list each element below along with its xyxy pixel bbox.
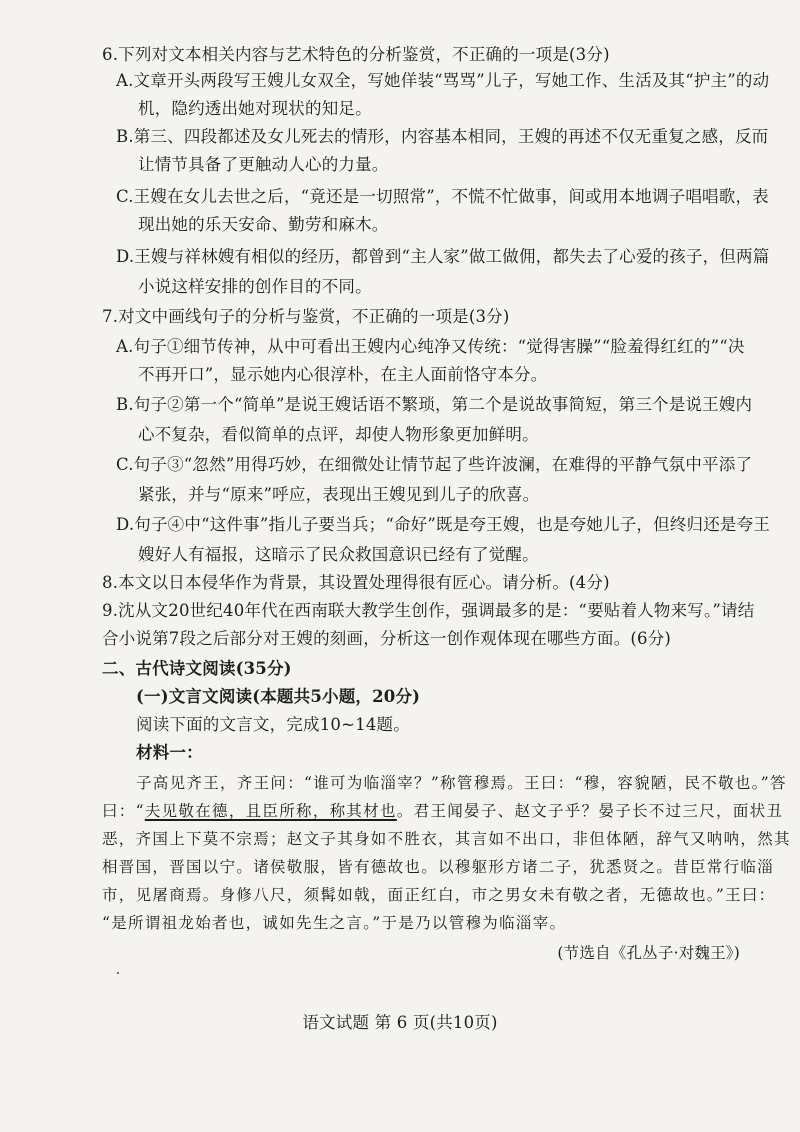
question-6-option-d-cont: 小说这样安排的创作目的不同。 [138,277,372,296]
classical-text-line: 恶，齐国上下莫不宗焉；赵文子其身如不胜衣，其言如不出口，非但体陋，辞气又呐呐，然其 [102,830,791,848]
classical-text-line: 市，见屠商焉。身修八尺，须髯如戟，面正红白，市之男女未有敬之者，无德故也。”王曰： [102,886,776,904]
question-6-option-c-cont: 现出她的乐天安命、勤劳和麻木。 [138,215,389,234]
classical-text-line [102,800,783,822]
classical-text-line: 子高见齐王，齐王问：“谁可为临淄宰？”称管穆焉。王曰：“穆，容貌陋，民不敬也。”答 [136,774,787,792]
question-6-option-a: A.文章开头两段写王嫂儿女双全，写她佯装“骂骂”儿子，写她工作、生活及其“护主”的动 [116,71,770,90]
classical-text-segment: 。君王闻晏子、赵文子乎？晏子长不过三尺，面状丑 [396,802,784,820]
classical-text-segment: 曰：“ [102,802,145,820]
question-6-stem: 6.下列对文本相关内容与艺术特色的分析鉴赏，不正确的一项是(3分) [102,45,610,64]
question-9: 9.沈从文20世纪40年代在西南联大教学生创作，强调最多的是：“要贴着人物来写。”请结 [102,601,755,620]
reading-instruction: 阅读下面的文言文，完成10~14题。 [136,715,410,734]
page-footer: 语文试题 第 6 页(共10页) [302,1013,498,1032]
question-6-option-d: D.王嫂与祥林嫂有相似的经历，都曾到“主人家”做工做佣，都失去了心爱的孩子，但两篇 [116,247,770,266]
classical-text-line: 相晋国，晋国以宁。诸侯敬服，皆有德故也。以穆躯形方诸二子，犹悉贤之。昔臣常行临淄 [102,858,775,876]
question-7-option-b-cont: 心不复杂，看似简单的点评，却使人物形象更加鲜明。 [138,425,539,444]
question-7-option-d-cont: 嫂好人有福报，这暗示了民众救国意识已经有了觉醒。 [138,545,539,564]
question-6-option-b: B.第三、四段都述及女儿死去的情形，内容基本相同，王嫂的再述不仅无重复之感，反而 [116,127,769,146]
question-7-stem: 7.对文中画线句子的分析与鉴赏，不正确的一项是(3分) [102,307,510,326]
question-6-option-b-cont: 让情节具备了更触动人心的力量。 [138,155,389,174]
material-label: 材料一： [136,743,203,762]
question-8: 8.本文以日本侵华作为背景，其设置处理得很有匠心。请分析。(4分) [102,573,610,592]
question-7-option-c: C.句子③“忽然”用得巧妙，在细微处让情节起了些许波澜，在难得的平静气氛中平添了 [116,455,753,474]
source-citation: (节选自《孔丛子·对魏王》) [557,944,740,962]
question-6-option-c: C.王嫂在女儿去世之后，“竟还是一切照常”，不慌不忙做事，间或用本地调子唱唱歌，表 [116,187,769,206]
question-7-option-d: D.句子④中“这件事”指儿子要当兵；“命好”既是夸王嫂，也是夸她儿子，但终归还是夸王 [116,515,771,534]
question-7-option-a: A.句子①细节传神，从中可看出王嫂内心纯净又传统：“觉得害臊”“脸羞得红红的”“决 [116,337,745,356]
scan-speck [117,972,119,974]
subsection-heading: (一)文言文阅读(本题共5小题，20分) [136,687,421,706]
section-heading: 二、古代诗文阅读(35分) [102,659,292,678]
question-7-option-b: B.句子②第一个“简单”是说王嫂话语不繁琐，第二个是说故事简短，第三个是说王嫂内 [116,395,753,414]
question-7-option-a-cont: 不再开口”，显示她内心很淳朴，在主人面前恪守本分。 [138,365,548,384]
question-6-option-a-cont: 机，隐约透出她对现状的知足。 [138,99,372,118]
underlined-sentence: 夫见敬在德，且臣所称，称其材也 [144,802,397,820]
question-9-cont: 合小说第7段之后部分对王嫂的刻画，分析这一创作观体现在哪些方面。(6分) [102,629,672,648]
question-7-option-c-cont: 紧张，并与“原来”呼应，表现出王嫂见到儿子的欣喜。 [138,485,540,504]
classical-text-line: “是所谓祖龙始者也，诚如先生之言。”于是乃以管穆为临淄宰。 [102,914,567,932]
